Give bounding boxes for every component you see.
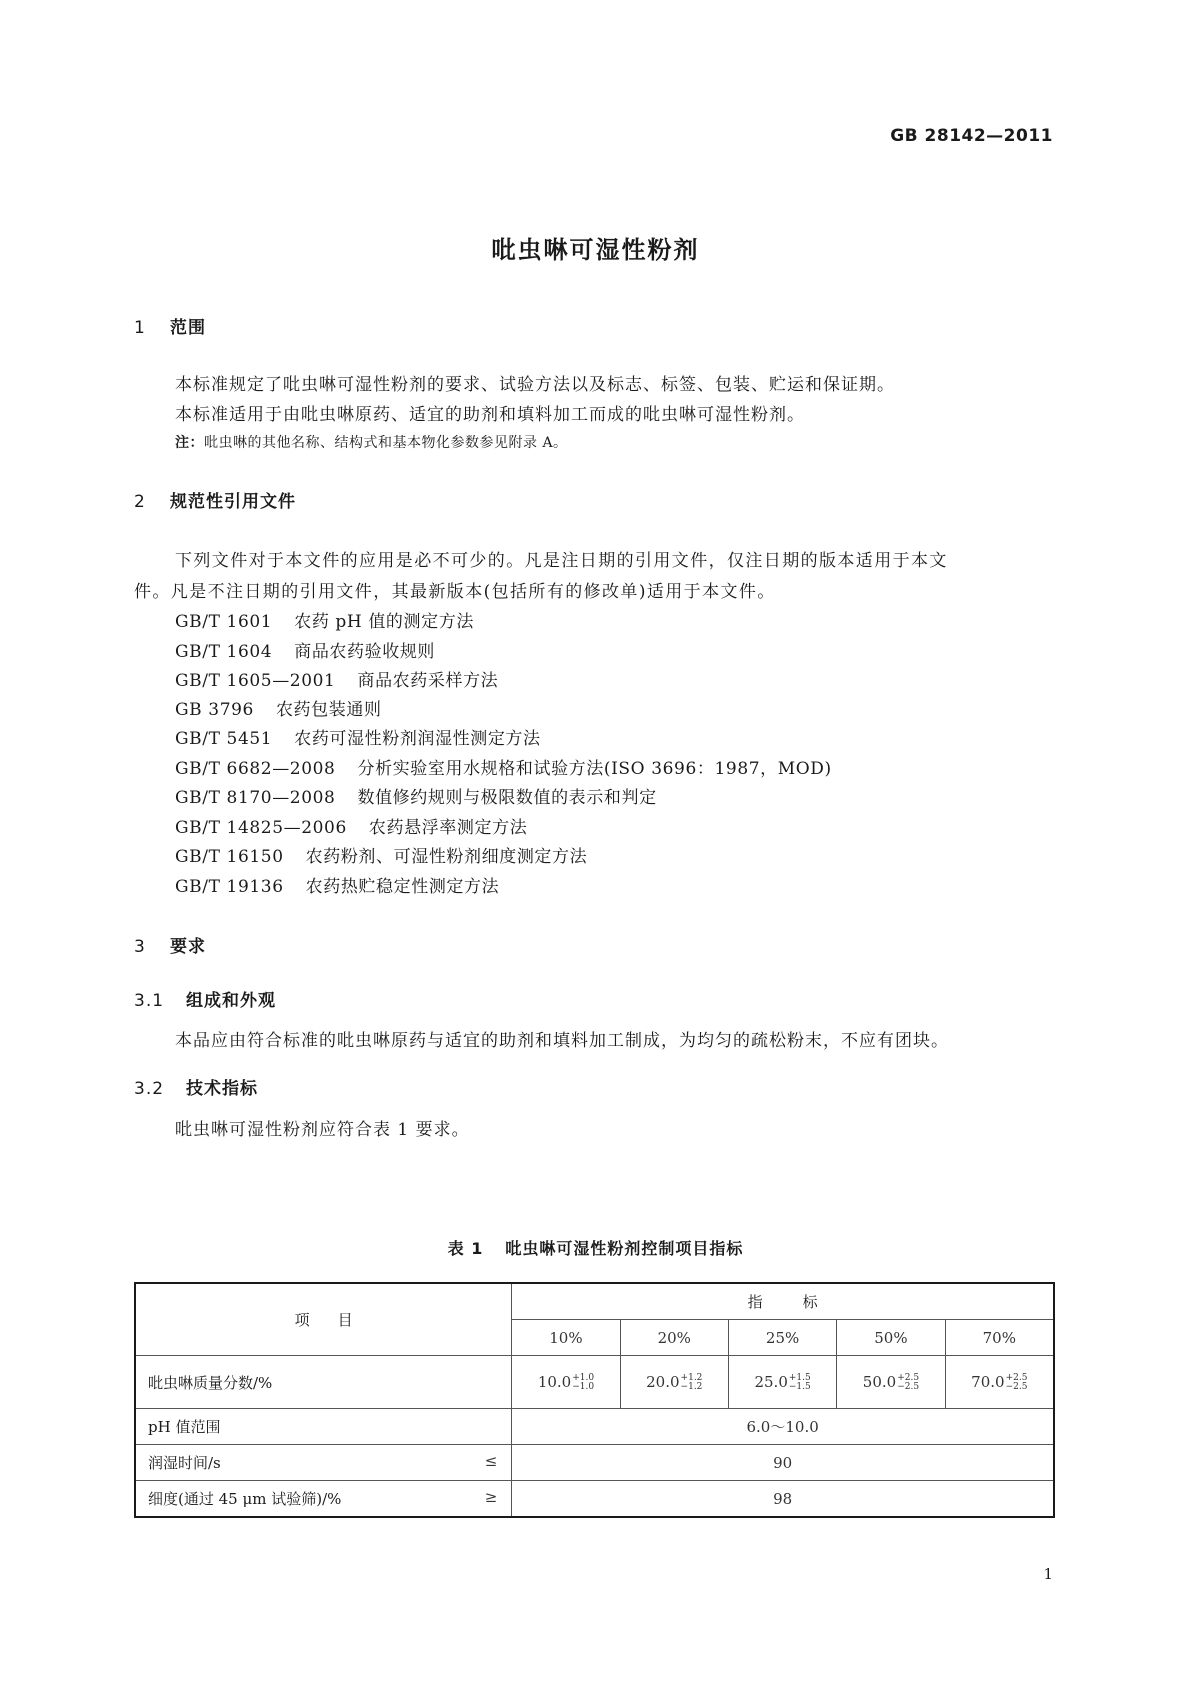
tolerance-plus: +1.2 <box>680 1372 703 1383</box>
tolerance <box>681 1374 703 1392</box>
comparison-symbol: ≥ <box>484 1488 498 1506</box>
value-cell <box>620 1356 728 1409</box>
reference-item <box>175 842 587 867</box>
reference-title: 农药包装通则 <box>275 700 382 720</box>
standard-code: GB 28142—2011 <box>890 126 1053 146</box>
tolerance-plus: +1.5 <box>788 1372 811 1383</box>
tolerance-minus: −2.5 <box>897 1381 920 1392</box>
reference-code: GB/T 16150 <box>175 847 284 867</box>
value-base: 10.0 <box>537 1372 572 1391</box>
reference-item <box>175 695 382 720</box>
table-number: 表 1 <box>447 1239 484 1258</box>
reference-item <box>175 637 435 662</box>
table-row <box>135 1356 1054 1409</box>
tolerance-minus: −1.0 <box>572 1381 595 1392</box>
section-title: 技术指标 <box>186 1079 258 1099</box>
note-text: 吡虫啉的其他名称、结构式和基本物化参数参见附录 A。 <box>204 435 568 451</box>
reference-title: 商品农药采样方法 <box>357 671 499 691</box>
reference-code: GB/T 5451 <box>175 729 273 749</box>
tolerance-plus: +2.5 <box>1005 1372 1028 1383</box>
row-label-text: 细度(通过 45 μm 试验筛)/% <box>148 1490 342 1508</box>
section-number: 3 <box>134 937 146 957</box>
tolerance-minus: −1.5 <box>788 1381 811 1392</box>
header-item-cell: 项目 <box>135 1283 512 1356</box>
row-label-text: 润湿时间/s <box>148 1454 221 1472</box>
value-cell: 6.0～10.0 <box>512 1409 1054 1445</box>
comparison-symbol: ≤ <box>484 1452 498 1470</box>
section-title: 组成和外观 <box>186 991 276 1011</box>
reference-item <box>175 607 474 632</box>
paragraph: 吡虫啉可湿性粉剂应符合表 1 要求。 <box>175 1120 470 1140</box>
section-3-heading <box>134 932 206 957</box>
paragraph: 本品应由符合标准的吡虫啉原药与适宜的助剂和填料加工制成，为均匀的疏松粉末，不应有团块。 <box>175 1031 949 1051</box>
reference-code: GB/T 8170—2008 <box>175 788 336 808</box>
table-caption <box>0 1236 1191 1259</box>
note-label: 注： <box>175 435 204 451</box>
section-number: 3.1 <box>134 991 165 1011</box>
concentration-cell: 50% <box>837 1320 945 1356</box>
reference-code: GB/T 6682—2008 <box>175 759 336 779</box>
tolerance <box>897 1374 919 1392</box>
value-cell <box>945 1356 1054 1409</box>
section-number: 3.2 <box>134 1079 165 1099</box>
section-title: 规范性引用文件 <box>170 492 296 512</box>
reference-code: GB 3796 <box>175 700 254 720</box>
tolerance <box>572 1374 594 1392</box>
paragraph: 本标准规定了吡虫啉可湿性粉剂的要求、试验方法以及标志、标签、包装、贮运和保证期。 <box>175 375 895 395</box>
reference-item <box>175 666 498 691</box>
concentration-cell: 10% <box>512 1320 620 1356</box>
spec-table <box>134 1282 1055 1518</box>
reference-item <box>175 783 657 808</box>
reference-title: 农药热贮稳定性测定方法 <box>305 877 500 897</box>
value-base: 25.0 <box>754 1372 788 1391</box>
reference-title: 农药粉剂、可湿性粉剂细度测定方法 <box>305 847 588 867</box>
reference-title: 农药可湿性粉剂润湿性测定方法 <box>294 729 541 749</box>
reference-title: 农药 pH 值的测定方法 <box>294 612 474 632</box>
paragraph: 件。凡是不注日期的引用文件，其最新版本(包括所有的修改单)适用于本文件。 <box>134 582 776 602</box>
reference-title: 农药悬浮率测定方法 <box>368 818 528 838</box>
reference-code: GB/T 1604 <box>175 642 273 662</box>
tolerance-plus: +1.0 <box>572 1372 595 1383</box>
header-index-cell: 指标 <box>512 1283 1054 1320</box>
row-label <box>135 1481 512 1518</box>
value-cell: 90 <box>512 1445 1054 1481</box>
value-cell <box>837 1356 945 1409</box>
tolerance <box>789 1374 811 1392</box>
table-header-row <box>135 1283 1054 1320</box>
table-row <box>135 1445 1054 1481</box>
value-cell <box>728 1356 836 1409</box>
section-2-heading <box>134 487 296 512</box>
reference-code: GB/T 14825—2006 <box>175 818 347 838</box>
section-3-1-heading <box>134 986 276 1011</box>
section-1-heading <box>134 313 206 338</box>
reference-title: 商品农药验收规则 <box>294 642 436 662</box>
section-title: 要求 <box>170 937 206 957</box>
reference-item <box>175 754 832 779</box>
value-cell <box>512 1356 620 1409</box>
reference-item <box>175 724 541 749</box>
document-title: 吡虫啉可湿性粉剂 <box>491 236 700 264</box>
reference-item <box>175 813 527 838</box>
row-label: pH 值范围 <box>135 1409 512 1445</box>
section-number: 1 <box>134 318 146 338</box>
tolerance-minus: −2.5 <box>1005 1381 1028 1392</box>
reference-code: GB/T 1605—2001 <box>175 671 336 691</box>
tolerance-minus: −1.2 <box>680 1381 703 1392</box>
reference-title: 分析实验室用水规格和试验方法(ISO 3696：1987，MOD) <box>357 759 832 779</box>
reference-title: 数值修约规则与极限数值的表示和判定 <box>357 788 657 808</box>
row-label: 吡虫啉质量分数/% <box>135 1356 512 1409</box>
value-cell: 98 <box>512 1481 1054 1518</box>
table-row <box>135 1409 1054 1445</box>
section-number: 2 <box>134 492 146 512</box>
paragraph: 下列文件对于本文件的应用是必不可少的。凡是注日期的引用文件，仅注日期的版本适用于本文 <box>175 551 948 571</box>
section-title: 范围 <box>170 318 206 338</box>
reference-code: GB/T 1601 <box>175 612 273 632</box>
paragraph: 本标准适用于由吡虫啉原药、适宜的助剂和填料加工而成的吡虫啉可湿性粉剂。 <box>175 405 805 425</box>
section-3-2-heading <box>134 1074 258 1099</box>
concentration-cell: 20% <box>620 1320 728 1356</box>
concentration-cell: 25% <box>728 1320 836 1356</box>
reference-code: GB/T 19136 <box>175 877 284 897</box>
table-row <box>135 1481 1054 1518</box>
note <box>175 432 568 452</box>
concentration-cell: 70% <box>945 1320 1054 1356</box>
value-base: 70.0 <box>971 1372 1005 1391</box>
table-title: 吡虫啉可湿性粉剂控制项目指标 <box>505 1239 744 1258</box>
tolerance <box>1006 1374 1028 1392</box>
row-label <box>135 1445 512 1481</box>
reference-item <box>175 872 499 897</box>
value-base: 50.0 <box>862 1372 897 1391</box>
tolerance-plus: +2.5 <box>897 1372 920 1383</box>
value-base: 20.0 <box>646 1372 680 1391</box>
page-number: 1 <box>1043 1565 1053 1583</box>
